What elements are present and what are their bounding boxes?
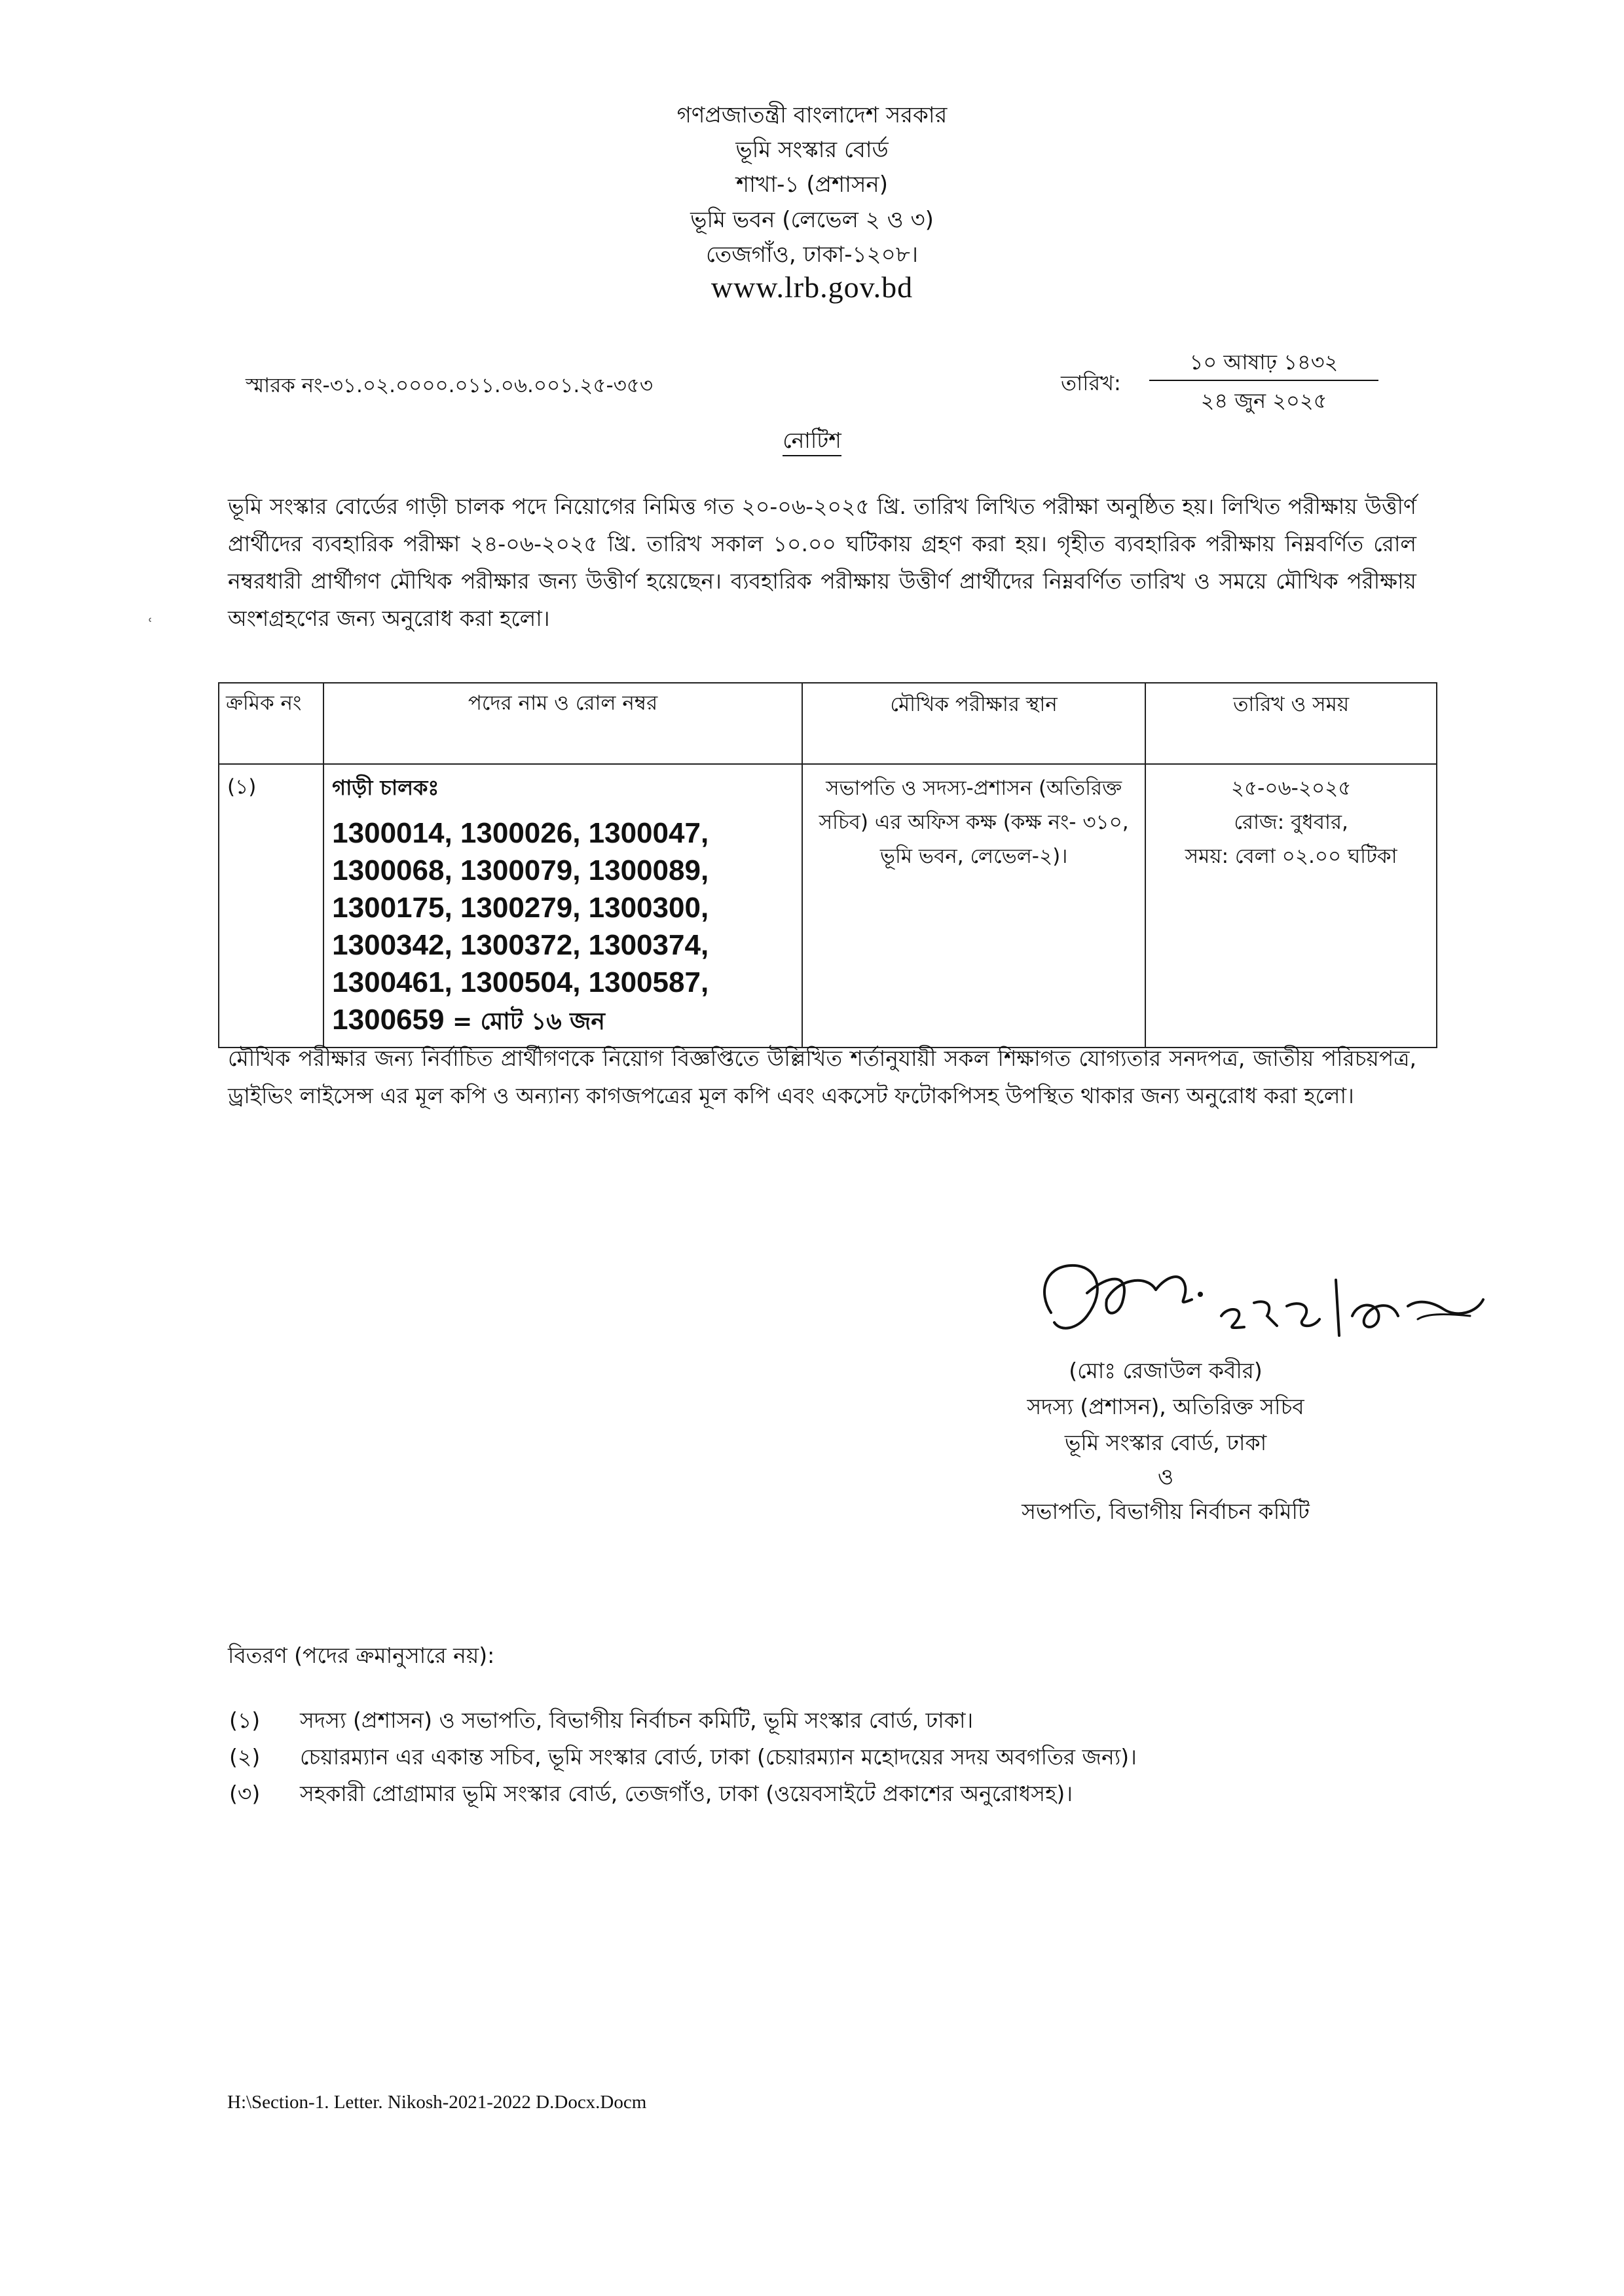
- building-name: ভূমি ভবন (লেভেল ২ ও ৩): [690, 207, 934, 233]
- scan-mark: ʿ: [148, 615, 153, 634]
- cell-serial: (১): [219, 764, 323, 1048]
- header-date-time: তারিখ ও সময়: [1145, 683, 1437, 764]
- instructions-paragraph: মৌখিক পরীক্ষার জন্য নির্বাচিত প্রার্থীগণকে নিয়োগ বিজ্ঞপ্তিতে উল্লিখিত শর্তানুযায়ী সকল শিক্ষাগত যোগ্যতার সনদপত্র, জাতীয় পরিচয়পত্র, ড্রাইভিং লাইসেন্স এর মূল কপি ও অন্যান্য কাগজপত্রের মূল কপি এবং একসেট ফটোকপিসহ উপস্থিত থাকার জন্য অনুরোধ করা হলো।: [228, 1046, 1416, 1108]
- viva-day: রোজ: বুধবার,: [1234, 811, 1348, 834]
- cell-venue: সভাপতি ও সদস্য-প্রশাসন (অতিরিক্ত সচিব) এর অফিস কক্ষ (কক্ষ নং- ৩১০, ভূমি ভবন, লেভেল-২)।: [802, 764, 1145, 1048]
- roll-list: [332, 814, 794, 1040]
- viva-time: সময়: বেলা ০২.০০ ঘটিকা: [1185, 845, 1397, 868]
- header-post-roll: পদের নাম ও রোল নম্বর: [323, 683, 802, 764]
- branch-name: শাখা-১ (প্রশাসন): [736, 172, 888, 198]
- signatory-role: সভাপতি, বিভাগীয় নির্বাচন কমিটি: [1022, 1499, 1310, 1524]
- header-venue: মৌখিক পরীক্ষার স্থান: [802, 683, 1145, 764]
- footer-file-path: H:\Section-1. Letter. Nikosh-2021-2022 D.Docx.Docm: [227, 2092, 647, 2113]
- notice-title-text: নোটিশ: [783, 428, 841, 456]
- distribution-item-number: (২): [229, 1744, 261, 1770]
- selection-table: [218, 682, 1437, 1048]
- distribution-item-number: (১): [229, 1707, 261, 1733]
- distribution-item-text: সদস্য (প্রশাসন) ও সভাপতি, বিভাগীয় নির্বাচন কমিটি, ভূমি সংস্কার বোর্ড, ঢাকা।: [300, 1707, 974, 1733]
- post-name: গাড়ী চালকঃ: [332, 775, 439, 800]
- table-row: [219, 764, 1437, 1048]
- notice-intro-paragraph: ভূমি সংস্কার বোর্ডের গাড়ী চালক পদে নিয়োগের নিমিত্ত গত ২০-০৬-২০২৫ খ্রি. তারিখ লিখিত পরীক্ষা অনুষ্ঠিত হয়। লিখিত পরীক্ষায় উত্তীর্ণ প্রার্থীদের ব্যবহারিক পরীক্ষা ২৪-০৬-২০২৫ খ্রি. তারিখ সকাল ১০.০০ ঘটিকায় গ্রহণ করা হয়। গৃহীত ব্যবহারিক পরীক্ষায় নিম্নবর্ণিত রোল নম্বরধারী প্রার্থীগণ মৌখিক পরীক্ষার জন্য উত্তীর্ণ হয়েছেন। ব্যবহারিক পরীক্ষায় উত্তীর্ণ প্রার্থীদের নিম্নবর্ণিত তারিখ ও সময়ে মৌখিক পরীক্ষায় অংশগ্রহণের জন্য অনুরোধ করা হলো।: [228, 494, 1416, 631]
- notice-title: [0, 424, 1624, 460]
- website-link[interactable]: www.lrb.gov.bd: [710, 270, 913, 304]
- table-header-row: [219, 683, 1437, 764]
- signature-image: [1025, 1254, 1496, 1352]
- roll-numbers: 1300014, 1300026, 1300047, 1300068, 1300079, 1300089, 1300175, 1300279, 1300300, 1300342, 1300372, 1300374, 1300461, 1300504, 1300587, 1300659: [332, 817, 709, 1036]
- signatory-office: ভূমি সংস্কার বোর্ড, ঢাকা: [1064, 1430, 1267, 1455]
- memo-reference: স্মারক নং-৩১.০২.০০০০.০১১.০৬.০০১.২৫-৩৫৩: [246, 374, 654, 397]
- organization-name: ভূমি সংস্কার বোর্ড: [735, 137, 889, 163]
- signatory-conjunction: ও: [1157, 1464, 1174, 1489]
- distribution-item-text: সহকারী প্রোগ্রামার ভূমি সংস্কার বোর্ড, তেজগাঁও, ঢাকা (ওয়েবসাইটে প্রকাশের অনুরোধসহ)।: [300, 1781, 1073, 1806]
- cell-post-roll: [323, 764, 802, 1048]
- roll-total: = মোট ১৬ জন: [444, 1008, 605, 1035]
- date-bangla: ১০ আষাঢ় ১৪৩২: [1189, 350, 1338, 374]
- office-address: তেজগাঁও, ঢাকা-১২০৮।: [705, 242, 918, 268]
- signatory-designation: সদস্য (প্রশাসন), অতিরিক্ত সচিব: [1027, 1394, 1304, 1419]
- distribution-item-text: চেয়ারম্যান এর একান্ত সচিব, ভূমি সংস্কার বোর্ড, ঢাকা (চেয়ারম্যান মহোদয়ের সদয় অবগতির জন্য)।: [300, 1744, 1137, 1770]
- viva-date: ২৫-০৬-২০২৫: [1230, 776, 1352, 800]
- date-label: তারিখ:: [1061, 371, 1121, 395]
- date-gregorian: ২৪ জুন ২০২৫: [1200, 388, 1327, 413]
- date-divider: [1149, 380, 1378, 381]
- signatory-name: (মোঃ রেজাউল কবীর): [1069, 1358, 1263, 1383]
- government-name: গণপ্রজাতন্ত্রী বাংলাদেশ সরকার: [676, 102, 948, 128]
- distribution-heading: বিতরণ (পদের ক্রমানুসারে নয়):: [228, 1643, 495, 1668]
- header-serial: ক্রমিক নং: [219, 683, 323, 764]
- cell-date-time: [1145, 764, 1437, 1048]
- distribution-item-number: (৩): [229, 1781, 261, 1806]
